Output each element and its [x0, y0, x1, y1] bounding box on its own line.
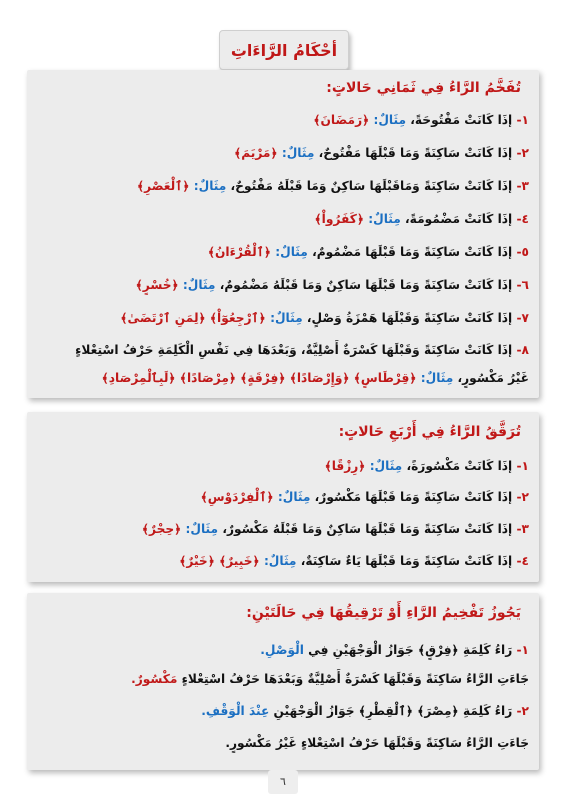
list-item: ٢- إذَا كَانَتْ سَاكِنَةً وَمَا قَبْلَهَا مَكْسُورٌ، مِثَالٌ: ﴿ٱلْفِرْدَوْسِ﴾ — [200, 490, 529, 504]
list-item: ٢- رَاءُ كَلِمَةِ ﴿مِصْرَ﴾ ﴿ٱلْقِطْرِ﴾ جَوَازُ الْوَجْهَيْنِ عِنْدَ الْوَقْفِ. — [201, 704, 529, 718]
list-item: ١- إذَا كَانَتْ مَفْتُوحَةً، مِثَالٌ: ﴿رَمَضَانَ﴾ — [313, 113, 529, 127]
list-item: جَاءَتِ الرَّاءُ سَاكِنَةً وَقَبْلَهَا كَسْرَةٌ أَصْلِيَّةٌ وَبَعْدَهَا حَرْفُ اسْتِعْلاءٍ مَكْسُورٌ. — [131, 672, 529, 686]
list-item: ٥- إذَا كَانَتْ سَاكِنَةً وَمَا قَبْلَهَا مَضْمُومٌ، مِثَالٌ: ﴿ٱلْقُرْءَانُ﴾ — [207, 245, 529, 259]
list-item: ١- إذَا كَانَتْ مَكْسُورَةً، مِثَالٌ: ﴿رِزْقًا﴾ — [324, 459, 529, 473]
list-item: ٧- إذَا كَانَتْ سَاكِنَةً وَقَبْلَهَا هَمْزَةُ وَصْلٍ، مِثَالٌ: ﴿ٱرْجِعُوٓاْ﴾ ﴿لِمَنِ ٱرْتَضَىٰ﴾ — [120, 311, 529, 325]
list-item: ١- رَاءُ كَلِمَةِ ﴿فِرْقٍ﴾ جَوَازُ الْوَجْهَيْنِ فِي الْوَصْلِ. — [260, 643, 529, 657]
both-panel — [27, 593, 539, 770]
page-title-box — [219, 30, 349, 70]
list-item: غَيْرُ مَكْسُورٍ، مِثَالٌ: ﴿قِرْطَاسٍ﴾ ﴿وَإِرْصَادًا﴾ ﴿فِرْقَةٍ﴾ ﴿مِرْصَادًا﴾ ﴿لَبِٱلْمِرْصَادِ﴾ — [101, 371, 529, 385]
tarqiq-panel — [27, 412, 539, 582]
tafkhim-panel — [27, 70, 539, 398]
tarqiq-heading: تُرَقَّقُ الرَّاءُ فِي أَرْبَعِ حَالاتٍ: — [338, 424, 521, 440]
tafkhim-heading: تُفَخَّمُ الرَّاءُ فِي ثَمَانِي حَالاتٍ: — [326, 80, 521, 96]
page-title: أحْكَامُ الرَّاءَاتِ — [230, 40, 338, 60]
page-number: ٦ — [268, 770, 298, 794]
list-item: ٤- إذَا كَانَتْ سَاكِنَةً وَمَا قَبْلَهَا يَاءٌ سَاكِنَةٌ، مِثَالٌ: ﴿خَبِيرٌ﴾ ﴿خَيْرٌ﴾ — [179, 554, 529, 568]
list-item: ٨- إذَا كَانَتْ سَاكِنَةً وَقَبْلَهَا كَسْرَةٌ أَصْلِيَّةٌ، وَبَعْدَهَا فِي نَفْسِ الْكَلِمَةِ حَرْفُ اسْتِعْلاءٍ — [75, 343, 529, 357]
list-item: ٦- إذَا كَانَتْ سَاكِنَةً وَمَا قَبْلَهَا سَاكِنٌ وَمَا قَبْلَهُ مَضْمُومٌ، مِثَالٌ: ﴿خُسْرٍ﴾ — [135, 278, 529, 292]
list-item: ٢- إذَا كَانَتْ سَاكِنَةً وَمَا قَبْلَهَا مَفْتُوحٌ، مِثَالٌ: ﴿مَرْيَمَ﴾ — [234, 146, 529, 160]
list-item: ٣- إذَا كَانَتْ سَاكِنَةً وَمَاقَبْلَهَا سَاكِنٌ وَمَا قَبْلَهُ مَفْتُوحٌ، مِثَالٌ: ﴿ٱلْعَصْرِ﴾ — [137, 179, 529, 193]
list-item: ٤- إذَا كَانَتْ مَضْمُومَةً، مِثَالٌ: ﴿كَفَرُواْ﴾ — [314, 212, 529, 226]
list-item: جَاءَتِ الرَّاءُ سَاكِنَةً وَقَبْلَهَا حَرْفُ اسْتِعْلاءٍ غَيْرُ مَكْسُورٍ. — [225, 736, 529, 750]
both-heading: يَجُوزُ تَفْخِيمُ الرَّاءِ أَوْ تَرْقِيقُهَا فِي حَالَتَيْنِ: — [246, 605, 521, 621]
list-item: ٣- إذَا كَانَتْ سَاكِنَةً وَمَا قَبْلَهَا سَاكِنٌ وَمَا قَبْلَهُ مَكْسُورٌ، مِثَالٌ: ﴿حِجْرٌ﴾ — [141, 522, 529, 536]
